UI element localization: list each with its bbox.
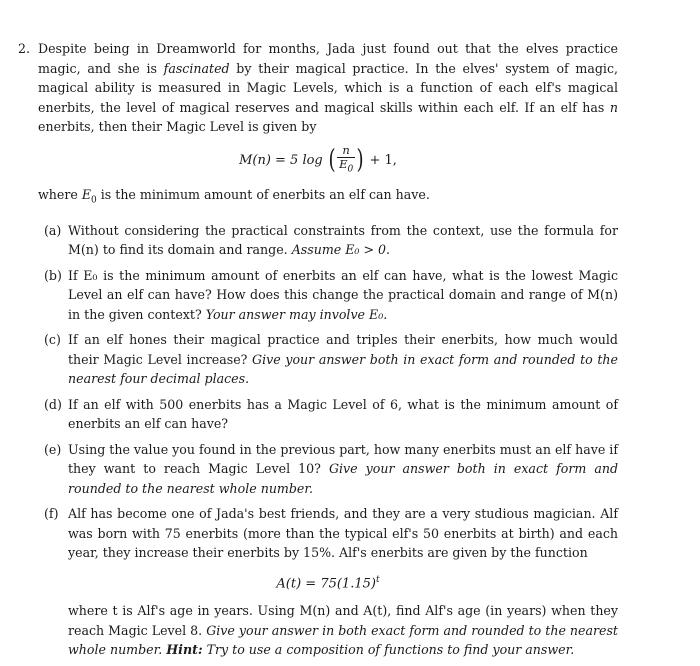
magic-level-equation: M(n) = 5 log ( $\frac{n}{E_0}$ ) + 1, [239,142,397,175]
part-e: (e) Using the value you found in the previous part, how many enerbits must an elf have if they want to reach Magic Level 10? Give your answer both in exact form and rounded to the nearest whole number. [44,441,619,496]
part-a: (a) Without considering the practical constraints from the context, use the formula for M(n) to find its domain and range. Assume E₀ > 0. [44,222,618,258]
part-b: (b) If E₀ is the minimum amount of enerbits an elf can have, what is the lowest Magic Level an elf can have? How does this change the practical domain and range of M(n) in the given context? Your answer may involve E₀. [44,267,618,322]
where-line: where $E_0$ is the minimum amount of enerbits an elf can have. [38,186,430,206]
hint-label: Hint: [166,642,203,658]
left-paren: ( [328,145,336,175]
problem-2 [18,39,618,666]
alf-enerbits-equation: $A(t) = 75(1.15)^t$ [276,574,380,591]
emphasis-fascinated: fascinated [163,60,230,76]
part-d: (d) If an elf with 500 enerbits has a Magic Level of 6, what is the minimum amount of enerbits an elf can have? [44,396,618,432]
right-paren: ) [356,145,364,175]
part-c: (c) If an elf hones their magical practice and triples their enerbits, how much would their Magic Level increase? Give your answer both in exact form and rounded to the nearest four decimal places. [44,332,618,387]
problem-intro: Despite being in Dreamworld for months, Jada just found out that the elves practice magic, and she is fascinated by their magical practice. In the elves' system of magic, magical ability is measured in Magic Levels, which is a function of each elf's magical enerbits, the level of magical reserves and magical skills within each elf. If an elf has n enerbits, then their Magic Level is given by [38,41,618,134]
problem-number: 2. [18,41,31,56]
part-f: (f) Alf has become one of Jada's best friends, and they are a very studious magician. Alf was born with 75 enerbits (more than the typical elf's 50 enerbits at birth) and each year, they increase their enerbits by 15%. Alf's enerbits are given by the function $A(t) = 75(1.15)^t$ where t is Alf's age in years. Using M(n) and A(t), find Alf's age (in years) when they reach Magic Level 8. Give your answer in both exact form and rounded to the nearest whole number. Hint: Try to use a composition of functions to find your answer. [38,504,618,660]
parts-list [38,221,618,660]
equation-fraction: $\frac{n}{E_0}$ [339,142,354,175]
